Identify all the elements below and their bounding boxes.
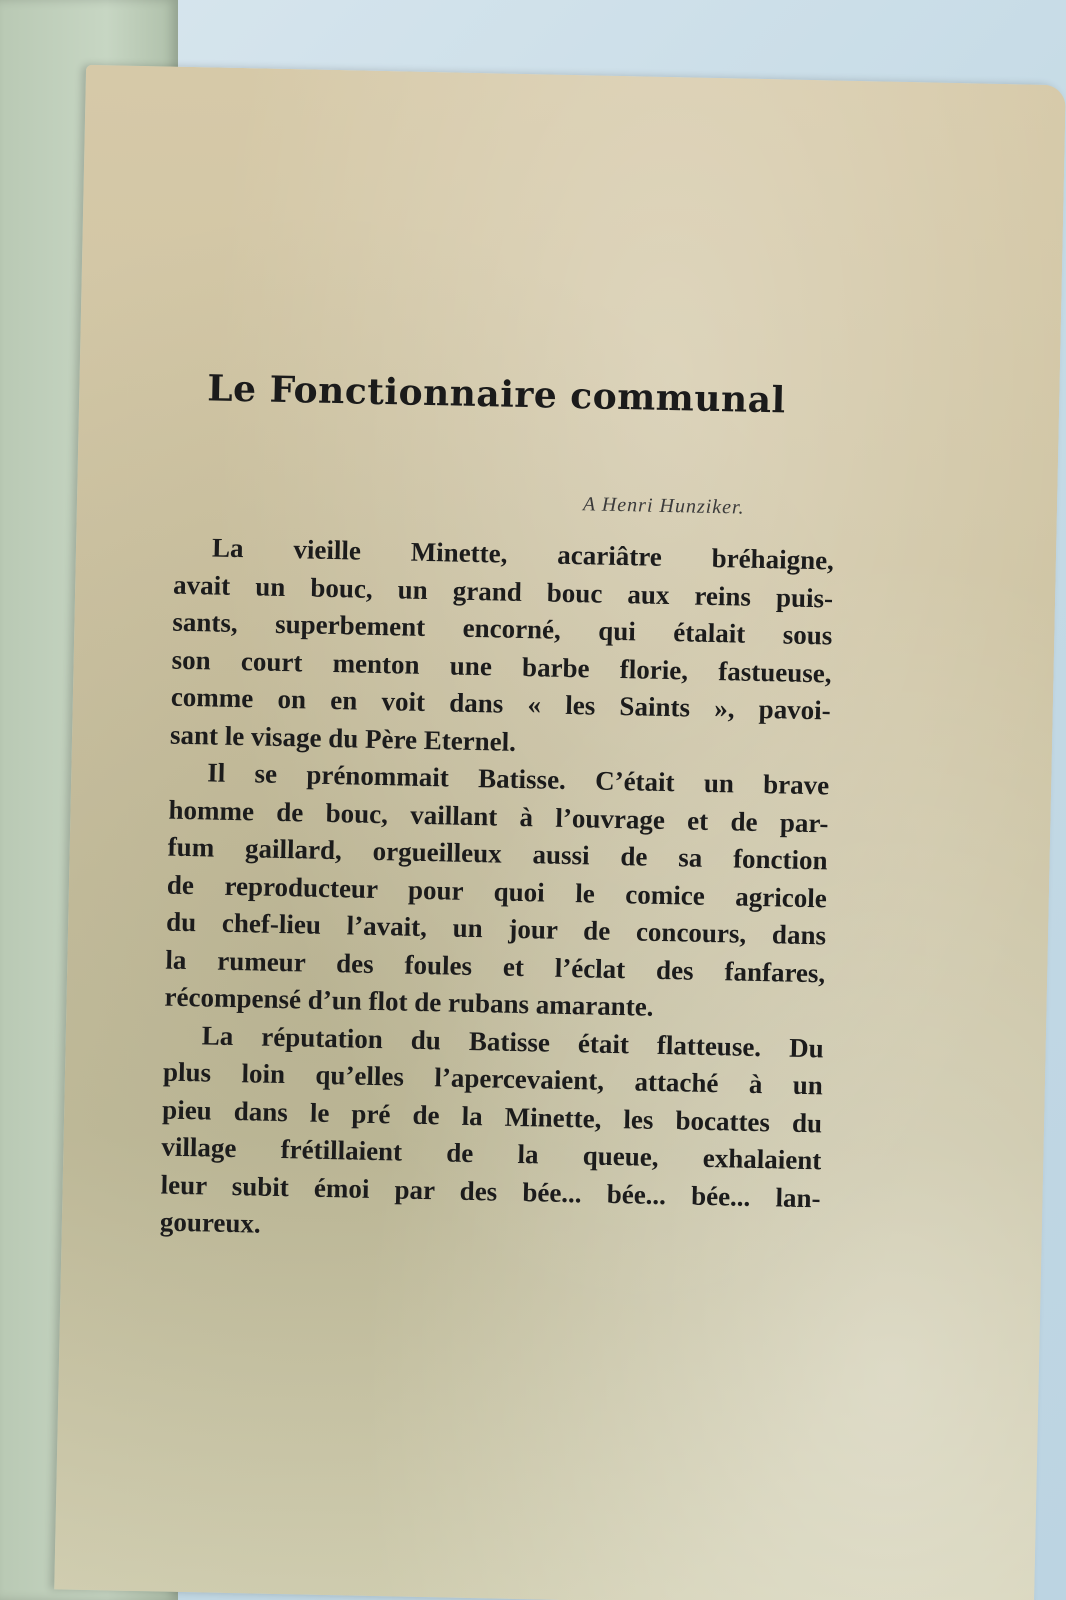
text-line: comme on en voit dans « les Saints », pavoi- xyxy=(170,681,832,726)
paragraph xyxy=(164,754,829,1030)
text-line: Il se prénommait Batisse. C’était un brave xyxy=(206,757,830,801)
text-line: goureux. xyxy=(159,1206,261,1239)
text-line: plus loin qu’elles l’apercevaient, attaché à un xyxy=(162,1056,824,1101)
paragraph xyxy=(170,529,835,768)
text-line: La réputation du Batisse était flatteuse. Du xyxy=(201,1019,824,1063)
chapter-title: Le Fonctionnaire communal xyxy=(206,367,787,422)
text-line: fum gaillard, orgueilleux aussi de sa fonction xyxy=(167,831,828,876)
body-text xyxy=(159,529,834,1255)
text-line: village frétillaient de la queue, exhalaient xyxy=(161,1131,822,1176)
text-line: La vieille Minette, acariâtre bréhaigne, xyxy=(211,532,835,576)
text-line: du chef-lieu l’avait, un jour de concours, dans xyxy=(165,906,827,951)
text-line: pieu dans le pré de la Minette, les bocattes du xyxy=(161,1094,823,1138)
book-page xyxy=(54,65,1066,1600)
text-line: avait un bouc, un grand bouc aux reins puis- xyxy=(172,569,834,613)
text-line: sant le visage du Père Eternel. xyxy=(169,719,517,757)
text-line: sants, superbement encorné, qui étalait sous xyxy=(172,606,833,651)
paragraph xyxy=(159,1016,824,1255)
text-line: leur subit émoi par des bée... bée... bée... lan- xyxy=(160,1169,821,1213)
text-line: de reproducteur pour quoi le comice agricole xyxy=(166,869,828,913)
text-line: la rumeur des foules et l’éclat des fanfares, xyxy=(165,944,826,988)
text-line: homme de bouc, vaillant à l’ouvrage et de par- xyxy=(168,794,829,838)
text-line: récompensé d’un flot de rubans amarante. xyxy=(164,981,654,1022)
text-line: son court menton une barbe florie, fastueuse, xyxy=(171,644,832,688)
dedication: A Henri Hunziker. xyxy=(582,493,745,519)
